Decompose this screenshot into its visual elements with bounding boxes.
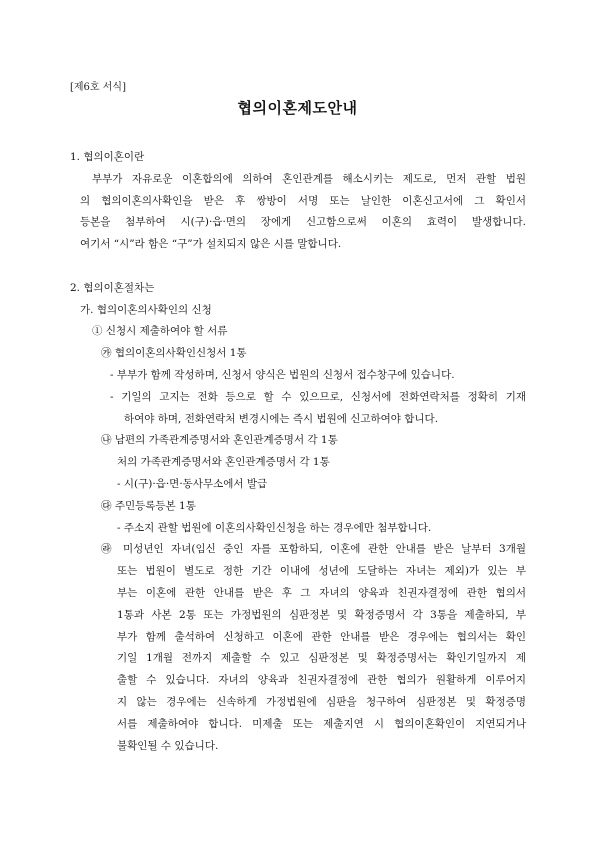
document-note: - 주소지 관할 법원에 이혼의사확인신청을 하는 경우에만 첨부합니다. [117,521,432,534]
section-spacer [0,256,595,278]
document-item-minor-children-line: 불확인될 수 있습니다. [117,739,219,752]
document-title: 협의이혼제도안내 [237,99,358,117]
document-item-minor-children-line: 부가 함께 출석하여 신청하고 이혼에 관한 안내를 받은 경우에는 협의서는 확인 [117,630,526,643]
document-item-certificates: ㉯ 남편의 가족관계증명서와 혼인관계증명서 각 1통 [101,434,338,447]
document-item-certificates-wife: 처의 가족관계증명서와 혼인관계증명서 각 1통 [117,456,330,469]
document-body [0,147,595,757]
document-note: - 기일의 고지는 전화 등으로 할 수 있으므로, 신청서에 전화연락처를 정확히 기재 [110,390,526,403]
document-item-minor-children-line: 부는 이혼에 관한 안내를 받은 후 그 자녀의 양육과 친권자결정에 관한 협의서 [117,586,526,599]
form-number-label: [제6호 서식] [70,82,126,93]
section-2-heading: 2. 협의이혼절차는 [70,281,155,294]
section-1-text-line: 의 협의이혼의사확인을 받은 후 쌍방이 서명 또는 날인한 이혼신고서에 그 확인서 [80,194,526,207]
document-note: - 부부가 함께 작성하며, 신청서 양식은 법원의 신청서 접수창구에 있습니다. [110,368,455,381]
document-item-minor-children-line: 지 않는 경우에는 신속하게 가정법원에 심판을 청구하여 심판정본 및 확정증명 [117,695,526,708]
document-item-minor-children-line: 출할 수 있습니다. 자녀의 양육과 친권자결정에 관한 협의가 원활하게 이루어지 [117,674,526,687]
document-item-minor-children-line: 서를 제출하여야 합니다. 미제출 또는 제출지연 시 협의이혼확인이 지연되거나 [117,717,526,730]
document-item-minor-children-line: 1통과 사본 2통 또는 가정법원의 심판정본 및 확정증명서 각 3통을 제출하되, 부 [117,608,526,621]
document-item-application: ㉮ 협의이혼의사확인신청서 1통 [101,347,247,360]
section-1-text-line: 여기서 “시”라 함은 “구”가 설치되지 않은 시를 말합니다. [80,238,342,251]
document-note: - 시(구)·읍·면·동사무소에서 발급 [117,477,268,490]
document-note-continuation: 하여야 하며, 전화연락처 변경시에는 즉시 법원에 신고하여야 합니다. [124,412,439,425]
required-documents-item: ① 신청시 제출하여야 할 서류 [92,325,228,338]
document-item-minor-children-line: 기일 1개월 전까지 제출할 수 있고 심판정본 및 확정증명서는 확인기일까지 제 [117,652,526,665]
document-item-minor-children-line: 또는 법원이 별도로 정한 기간 이내에 성년에 도달하는 자녀는 제외)가 있는 부 [117,565,526,578]
subsection-heading: 가. 협의이혼의사확인의 신청 [80,303,212,316]
section-1-text-line: 부부가 자유로운 이혼합의에 의하여 혼인관계를 해소시키는 제도로, 먼저 관할 법원 [92,172,526,185]
document-item-resident-registration: ㉰ 주민등록등본 1통 [101,499,196,512]
section-1-heading: 1. 협의이혼이란 [70,151,145,163]
document-item-minor-children: ㉱ 미성년인 자녀(임신 중인 자를 포함하되, 이혼에 관한 안내를 받은 날부터 3개월 [101,543,526,556]
section-1-text-line: 등본을 첨부하여 시(구)·읍·면의 장에게 신고함으로써 이혼의 효력이 발생합니다. [80,216,526,229]
